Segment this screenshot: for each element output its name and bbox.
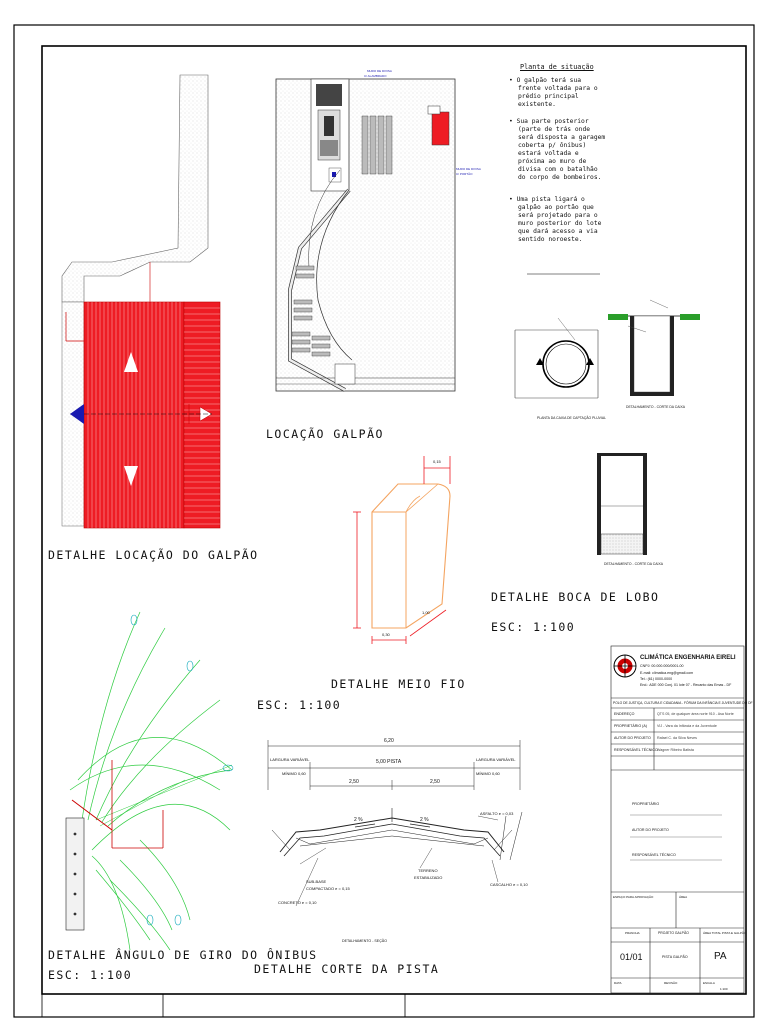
responsavel-value: Wagner Ribeiro Batista: [657, 748, 694, 752]
curb-dim-side: 1,00: [422, 610, 430, 615]
signature-autor: AUTOR DO PROJETO: [632, 828, 669, 832]
situation-notes: [508, 63, 606, 253]
galpao-location-detail: [62, 75, 220, 528]
label-site-plan: LOCAÇÃO GALPÃO: [266, 427, 384, 441]
site-label-right: MURO DE DIVISA: [456, 167, 481, 171]
autor-label: AUTOR DO PROJETO: [614, 736, 651, 740]
road-largura-left: LARGURA VARIÁVEL: [270, 757, 310, 762]
road-slope-left: 2 %: [354, 817, 363, 823]
note-item: • O galpão terá sua frente voltada para o prédio principal existente.: [509, 77, 598, 108]
caption-drain-section-2: DETALHAMENTO - CORTE DA CAIXA: [604, 562, 663, 566]
note-item: • Sua parte posterior (parte de trás onde será disposta a garagem coberta p/ ônibus) estará voltada e próxima ao muro de divisa com o batalhão do corpo de bombeiros.: [509, 118, 606, 181]
label-turning: DETALHE ÂNGULO DE GIRO DO ÔNIBUS: [48, 948, 318, 962]
site-plan: [276, 79, 455, 391]
responsavel-label: RESPONSÁVEL TÉCNICO: [614, 748, 658, 752]
road-slope-right: 2 %: [420, 817, 429, 823]
road-minimo-left: MÍNIMO 0,60: [282, 771, 306, 776]
label-turning-scale: ESC: 1:100: [48, 968, 133, 982]
proprietario-value: VIJ - Vara da Infância e da Juventude: [657, 724, 717, 728]
conteudo-label: ÁREA TOTAL PISTA E GALPÃO: [703, 931, 747, 935]
site-label-wall: MURO DE DIVISA: [367, 69, 392, 73]
label-road-section: DETALHE CORTE DA PISTA: [254, 962, 440, 976]
road-largura-right: LARGURA VARIÁVEL: [476, 757, 516, 762]
data-label: DATA: [614, 981, 622, 985]
road-terreno: TERRENO: [418, 868, 438, 873]
prancha-label: PRANCHA: [625, 931, 640, 935]
proprietario-label: PROPRIETÁRIO (A): [614, 724, 647, 728]
aprovacao-label: ESPAÇO PARA APROVAÇÃO: [613, 895, 654, 899]
road-sub-base: SUB-BASE: [306, 879, 327, 884]
curb-detail: [353, 456, 450, 644]
road-total: 6,20: [384, 738, 394, 744]
road-cascalho: CASCALHO e = 0,10: [490, 882, 528, 887]
road-compactado: COMPACTADO e = 0,15: [306, 886, 350, 891]
road-half-right: 2,50: [430, 779, 440, 785]
road-minimo-right: MÍNIMO 0,60: [476, 771, 500, 776]
project-title: POLO DE JUSTIÇA, CULTURA E CIDADANIA - FÓRUM DA INFÂNCIA E JUVENTUDE DO DF: [613, 701, 753, 705]
company-logo: [614, 655, 636, 677]
road-estabilizado: ESTABILIZADO: [414, 875, 443, 880]
road-caption: DETALHAMENTO - SEÇÃO: [342, 939, 387, 943]
road-pista: 5,00 PISTA: [376, 759, 402, 765]
curb-dim-bottom: 0,30: [382, 632, 390, 637]
road-half-left: 2,50: [349, 779, 359, 785]
sheet-content: PISTA GALPÃO: [662, 955, 688, 959]
company-email: E-mail: climatica.eng@gmail.com: [640, 671, 694, 675]
sheet-number: 01/01: [620, 952, 643, 962]
company-name: CLIMÁTICA ENGENHARIA EIRELI: [640, 655, 736, 661]
road-asfalto: ASFALTO e = 0,03: [480, 811, 514, 816]
company-phone: Tel.: (61) 0000-0000: [640, 677, 673, 681]
signature-responsavel: RESPONSÁVEL TÉCNICO: [632, 853, 676, 857]
curb-dim-top: 0,15: [433, 459, 441, 464]
endereco-label: ENDEREÇO: [614, 712, 635, 716]
projeto-label: PROJETO GALPÃO: [658, 931, 689, 935]
escala-label: ESCALA: [703, 981, 715, 985]
caption-drain-plan: PLANTA DA CAIXA DE CAPTAÇÃO PLUVIAL: [537, 416, 607, 420]
road-concreto: CONCRETO e = 0,10: [278, 900, 317, 905]
escala-value: 1:100: [720, 987, 728, 991]
site-label-right-2: C/ PORTÃO: [456, 172, 473, 176]
area-label: ÁREA: [679, 895, 688, 899]
label-curb: DETALHE MEIO FIO: [331, 677, 466, 691]
company-cnpj: CNPJ: 00.000.000/0001-00: [640, 664, 684, 668]
autor-value: Rafael C. da Silva Neves: [657, 736, 697, 740]
signature-proprietario: PROPRIETÁRIO: [632, 802, 660, 806]
label-curb-scale: ESC: 1:100: [257, 698, 342, 712]
revisao-label: REVISÃO: [664, 981, 678, 985]
notes-title: Planta de situação: [520, 63, 594, 71]
sheet-code: PA: [714, 951, 727, 962]
site-label-wall-2: C/ ALAMBRADO: [364, 74, 387, 78]
label-galpao-detail: DETALHE LOCAÇÃO DO GALPÃO: [48, 548, 259, 562]
endereco-value: QTS 05, de qualquer área norte 910 - Asa Norte: [657, 712, 734, 716]
title-block: [611, 646, 747, 993]
note-item: • Uma pista ligará o galpão ao portão que será projetado para o muro posterior do lote que dará acesso a via sentido noroeste.: [509, 196, 602, 243]
caption-drain-section: DETALHAMENTO - CORTE DA CAIXA: [626, 405, 685, 409]
bus-turning-detail: [66, 612, 233, 950]
storm-drain-detail: [515, 300, 700, 555]
label-storm-drain-scale: ESC: 1:100: [491, 620, 576, 634]
company-address: End.: ADE 000 Conj. 01 lote 07 - Recanto das Emas - DF: [640, 683, 732, 687]
label-storm-drain: DETALHE BOCA DE LOBO: [491, 590, 660, 604]
